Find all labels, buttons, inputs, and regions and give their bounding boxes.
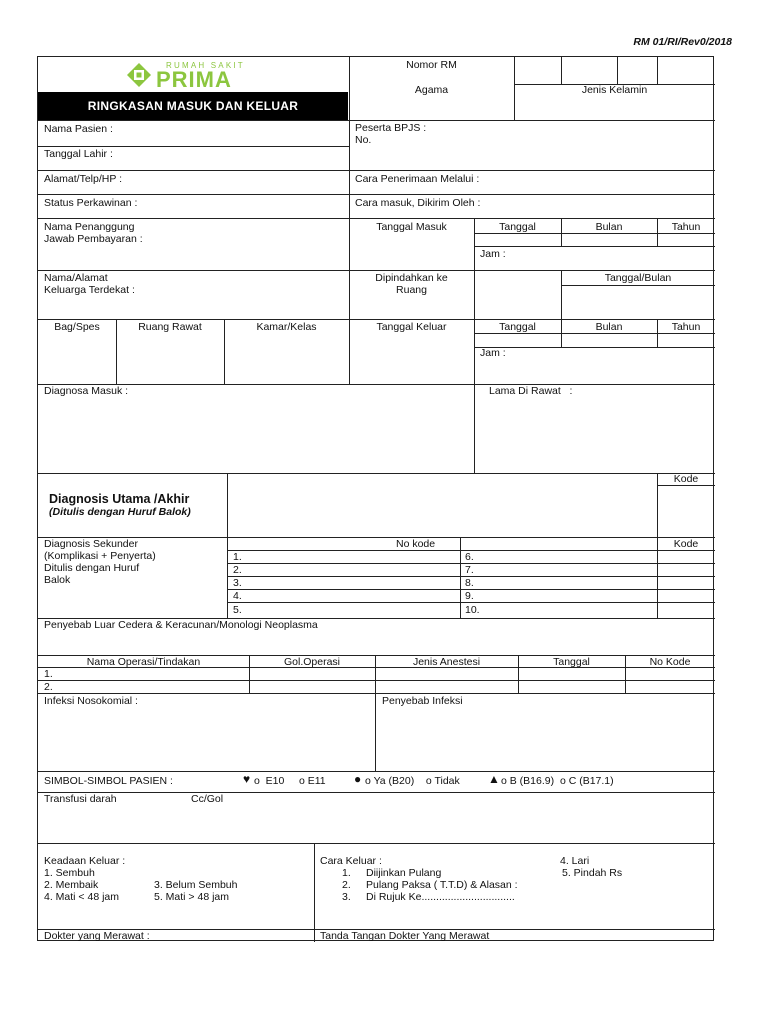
operasi-header-tanggal: Tanggal (553, 656, 590, 668)
keluar-tanggal-header: Tanggal (499, 321, 536, 333)
penanggung-label-line1: Nama Penanggung (44, 221, 135, 233)
column-divider (657, 57, 658, 84)
row-divider (561, 285, 715, 286)
operasi-row-number: 1. (44, 668, 53, 680)
row-divider (38, 146, 349, 147)
row-divider (38, 843, 715, 844)
column-divider (375, 693, 376, 771)
row-divider (38, 680, 715, 681)
cara-keluar-num: 3. (342, 891, 351, 903)
row-divider (38, 218, 715, 219)
diagnosis-sekunder-line4: Balok (44, 574, 71, 586)
row-divider (38, 170, 715, 171)
keluar-jam-label: Jam : (480, 347, 506, 359)
diagnosis-sekunder-line3: Ditulis dengan Huruf (44, 562, 140, 574)
sekunder-item-number: 7. (465, 564, 474, 576)
keadaan-sembuh: 1. Sembuh (44, 867, 95, 879)
cara-keluar-num: 2. (342, 879, 351, 891)
agama-label: Agama (414, 84, 449, 96)
dokter-merawat-label: Dokter yang Merawat : (44, 930, 150, 942)
logo-name: PRIMA (156, 67, 232, 92)
heart-icon: ♥ (243, 772, 251, 786)
dipindahkan-label-line1: Dipindahkan ke (375, 272, 448, 284)
masuk-tahun-header: Tahun (671, 221, 701, 233)
penanggung-label-line2: Jawab Pembayaran : (44, 233, 143, 245)
row-divider (38, 771, 715, 772)
sekunder-item-number: 4. (233, 590, 242, 602)
prima-logo-icon (126, 62, 152, 88)
sekunder-item-number: 10. (465, 604, 480, 616)
tanggal-keluar-label: Tanggal Keluar (376, 321, 447, 333)
operasi-header-no-kode: No Kode (649, 656, 691, 668)
row-divider (474, 246, 715, 247)
masuk-jam-label: Jam : (480, 248, 506, 260)
tanggal-lahir-label: Tanggal Lahir : (44, 148, 113, 160)
cara-masuk-label: Cara masuk, Dikirim Oleh : (355, 197, 481, 209)
keluarga-label-line2: Keluarga Terdekat : (44, 284, 135, 296)
keluar-tahun-header: Tahun (671, 321, 701, 333)
tanda-tangan-label: Tanda Tangan Dokter Yang Merawat (320, 930, 490, 942)
sekunder-item-number: 3. (233, 577, 242, 589)
row-divider (38, 473, 715, 474)
column-divider (460, 537, 461, 618)
sekunder-item-number: 5. (233, 604, 242, 616)
penyebab-infeksi-label: Penyebab Infeksi (382, 695, 463, 707)
row-divider (227, 602, 715, 603)
form-title: RINGKASAN MASUK DAN KELUAR (38, 92, 348, 120)
diagnosis-utama-subtitle: (Ditulis dengan Huruf Balok) (49, 506, 191, 518)
column-divider (314, 843, 315, 942)
column-divider (617, 57, 618, 84)
bpjs-label-line2: No. (355, 134, 372, 146)
kamar-kelas-label: Kamar/Kelas (256, 321, 317, 333)
diagnosis-utama-title: Diagnosis Utama /Akhir (49, 492, 190, 506)
row-divider (38, 270, 715, 271)
keadaan-mati-lebih: 5. Mati > 48 jam (154, 891, 229, 903)
keadaan-keluar-label: Keadaan Keluar : (44, 855, 126, 867)
sekunder-item-number: 8. (465, 577, 474, 589)
status-perkawinan-label: Status Perkawinan : (44, 197, 138, 209)
row-divider (38, 120, 715, 121)
admission-discharge-form (37, 56, 714, 941)
sekunder-item-number: 1. (233, 551, 242, 563)
column-divider (227, 473, 228, 618)
keluar-bulan-header: Bulan (595, 321, 623, 333)
column-divider (349, 120, 350, 384)
alamat-label: Alamat/Telp/HP : (44, 173, 123, 185)
cara-keluar-num: 1. (342, 867, 351, 879)
diagnosa-masuk-label: Diagnosa Masuk : (44, 385, 129, 397)
infeksi-nosokomial-label: Infeksi Nosokomial : (44, 695, 138, 707)
cara-keluar-diijinkan: Diijinkan Pulang (366, 867, 442, 879)
triangle-symbol-options: o B (B16.9) o C (B17.1) (501, 775, 614, 787)
row-divider (474, 233, 715, 234)
tanggal-masuk-label: Tanggal Masuk (376, 221, 447, 233)
nomor-rm-label: Nomor RM (406, 59, 457, 71)
row-divider (38, 384, 715, 385)
masuk-tanggal-header: Tanggal (499, 221, 536, 233)
lama-dirawat-label: Lama Di Rawat : (489, 385, 573, 397)
no-kode-label: No kode (396, 538, 436, 550)
cara-keluar-dirujuk: Di Rujuk Ke................................ (366, 891, 515, 903)
operasi-row-number: 2. (44, 681, 53, 693)
column-divider (561, 57, 562, 84)
circle-symbol-options: o Ya (B20) o Tidak (365, 775, 460, 787)
diagnosis-sekunder-line2: (Komplikasi + Penyerta) (44, 550, 156, 562)
jenis-kelamin-label: Jenis Kelamin (581, 84, 648, 96)
row-divider (474, 347, 715, 348)
tanggal-bulan-label: Tanggal/Bulan (604, 272, 672, 284)
operasi-header-nama: Nama Operasi/Tindakan (86, 656, 201, 668)
column-divider (474, 384, 475, 473)
diagnosis-sekunder-kode-label: Kode (673, 538, 699, 550)
bpjs-label-line1: Peserta BPJS : (355, 122, 427, 134)
keadaan-belum-sembuh: 3. Belum Sembuh (154, 879, 238, 891)
transfusi-label: Transfusi darah (44, 793, 117, 805)
dipindahkan-label-line2: Ruang (396, 284, 427, 296)
row-divider (38, 537, 715, 538)
cara-keluar-label: Cara Keluar : (320, 855, 382, 867)
row-divider (38, 319, 715, 320)
document-code: RM 01/RI/Rev0/2018 (633, 36, 732, 48)
heart-symbol-options: o E10 o E11 (254, 775, 326, 787)
bag-spes-label: Bag/Spes (54, 321, 100, 333)
operasi-header-anestesi: Jenis Anestesi (412, 656, 481, 668)
keluarga-label-line1: Nama/Alamat (44, 272, 108, 284)
ruang-rawat-label: Ruang Rawat (138, 321, 202, 333)
row-divider (474, 333, 715, 334)
row-divider (38, 194, 715, 195)
hospital-logo (126, 60, 276, 90)
diagnosis-sekunder-line1: Diagnosis Sekunder (44, 538, 138, 550)
operasi-header-gol: Gol.Operasi (283, 656, 341, 668)
row-divider (38, 792, 715, 793)
transfusi-unit-label: Cc/Gol (191, 793, 224, 805)
circle-icon: ● (354, 772, 362, 786)
penyebab-luar-label: Penyebab Luar Cedera & Keracunan/Monologi Neoplasma (44, 619, 318, 631)
simbol-label: SIMBOL-SIMBOL PASIEN : (44, 775, 173, 787)
nama-pasien-label: Nama Pasien : (44, 123, 113, 135)
triangle-icon: ▲ (488, 772, 500, 786)
sekunder-item-number: 2. (233, 564, 242, 576)
sekunder-item-number: 6. (465, 551, 474, 563)
keadaan-mati-kurang: 4. Mati < 48 jam (44, 891, 119, 903)
diagnosis-utama-kode-label: Kode (673, 473, 699, 485)
keadaan-membaik: 2. Membaik (44, 879, 99, 891)
cara-keluar-lari: 4. Lari (560, 855, 590, 867)
row-divider (657, 485, 715, 486)
row-divider (38, 693, 715, 694)
logo-top-text: RUMAH SAKIT (166, 61, 245, 70)
masuk-bulan-header: Bulan (595, 221, 623, 233)
column-divider (474, 218, 475, 384)
cara-keluar-pulang-paksa: Pulang Paksa ( T.T.D) & Alasan : (366, 879, 518, 891)
cara-penerimaan-label: Cara Penerimaan Melalui : (355, 173, 480, 185)
cara-keluar-pindah-rs: 5. Pindah Rs (562, 867, 623, 879)
sekunder-item-number: 9. (465, 590, 474, 602)
